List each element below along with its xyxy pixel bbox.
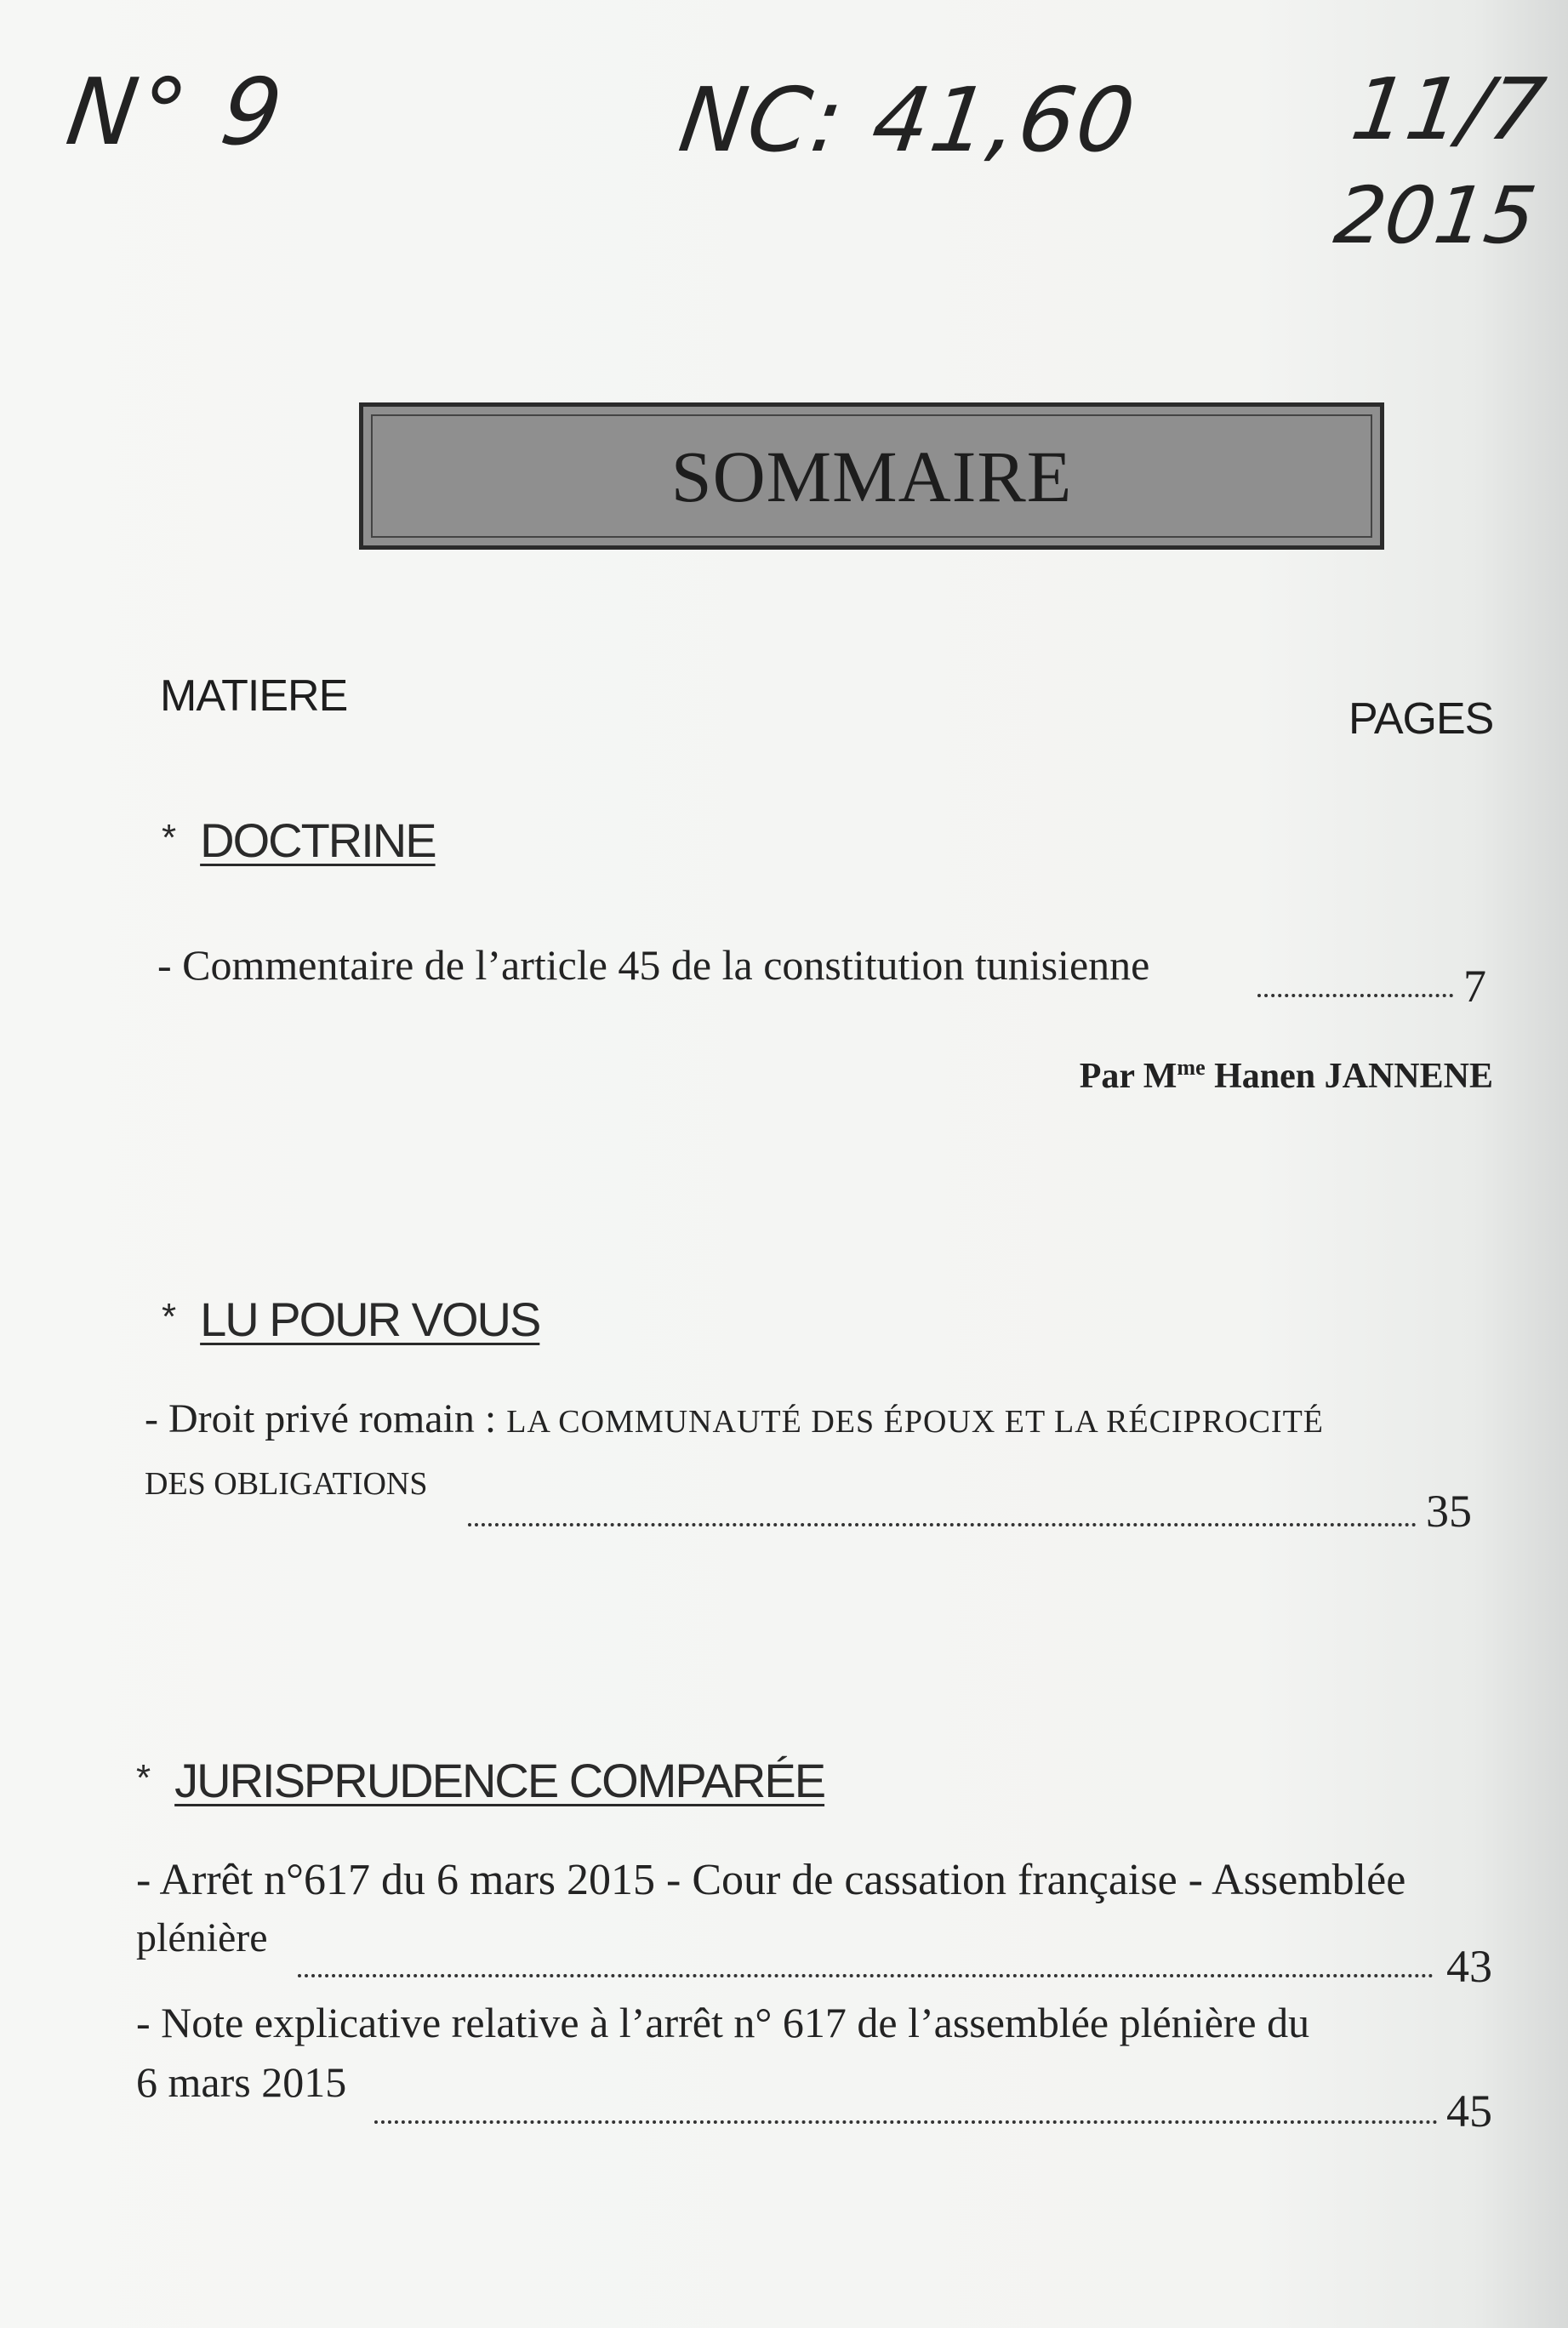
author-name: Hanen JANNENE bbox=[1205, 1057, 1493, 1096]
section-name: LU POUR VOUS bbox=[200, 1292, 540, 1346]
column-header-matiere: MATIERE bbox=[160, 671, 348, 721]
dot-leader bbox=[1257, 994, 1453, 997]
author-prefix: Par M bbox=[1079, 1057, 1177, 1096]
section-name: DOCTRINE bbox=[200, 813, 436, 867]
section-name: JURISPRUDENCE COMPARÉE bbox=[174, 1754, 825, 1807]
toc-entry-author bbox=[1080, 1055, 1493, 1097]
toc-entry-text: - Note explicative relative à l’arrêt n° 617 de l’assemblée plénière du bbox=[136, 1999, 1310, 2046]
page-title: SOMMAIRE bbox=[670, 435, 1073, 517]
title-box bbox=[359, 402, 1384, 550]
toc-entry-text-line2: plénière bbox=[136, 1915, 268, 1960]
handwritten-month: 11/7 bbox=[1345, 60, 1551, 159]
toc-entry-page: 43 bbox=[1446, 1941, 1492, 1992]
toc-entry-page: 45 bbox=[1446, 2086, 1492, 2137]
toc-entry-text bbox=[145, 1395, 1324, 1442]
entry-lead: - Droit privé romain : bbox=[145, 1396, 507, 1441]
toc-entry-text: - Commentaire de l’article 45 de la constitution tunisienne bbox=[157, 941, 1150, 989]
handwritten-number: N° 9 bbox=[60, 60, 292, 166]
author-title-sup: me bbox=[1177, 1055, 1206, 1080]
toc-entry-page: 7 bbox=[1463, 961, 1486, 1012]
section-heading-jurisprudence bbox=[136, 1753, 824, 1808]
column-header-pages: PAGES bbox=[1348, 694, 1494, 744]
bullet-marker: * bbox=[162, 817, 175, 859]
dot-leader bbox=[374, 2120, 1438, 2124]
toc-entry-text: - Arrêt n°617 du 6 mars 2015 - Cour de cassation française - Assemblée bbox=[136, 1856, 1406, 1904]
bullet-marker: * bbox=[136, 1757, 150, 1799]
dot-leader bbox=[298, 1974, 1434, 1977]
toc-entry-page: 35 bbox=[1426, 1486, 1472, 1537]
dot-leader bbox=[468, 1523, 1417, 1526]
handwritten-year: 2015 bbox=[1329, 170, 1542, 261]
bullet-marker: * bbox=[162, 1296, 175, 1338]
section-heading-lu-pour-vous bbox=[162, 1292, 539, 1347]
entry-title-upper: LA COMMUNAUTÉ DES ÉPOUX ET LA RÉCIPROCITÉ bbox=[506, 1404, 1325, 1440]
toc-entry-text-line2: DES OBLIGATIONS bbox=[145, 1466, 428, 1502]
handwritten-nc-code: NC: 41,60 bbox=[673, 68, 1143, 172]
section-heading-doctrine bbox=[162, 813, 436, 868]
toc-entry-text-line2: 6 mars 2015 bbox=[136, 2058, 347, 2106]
